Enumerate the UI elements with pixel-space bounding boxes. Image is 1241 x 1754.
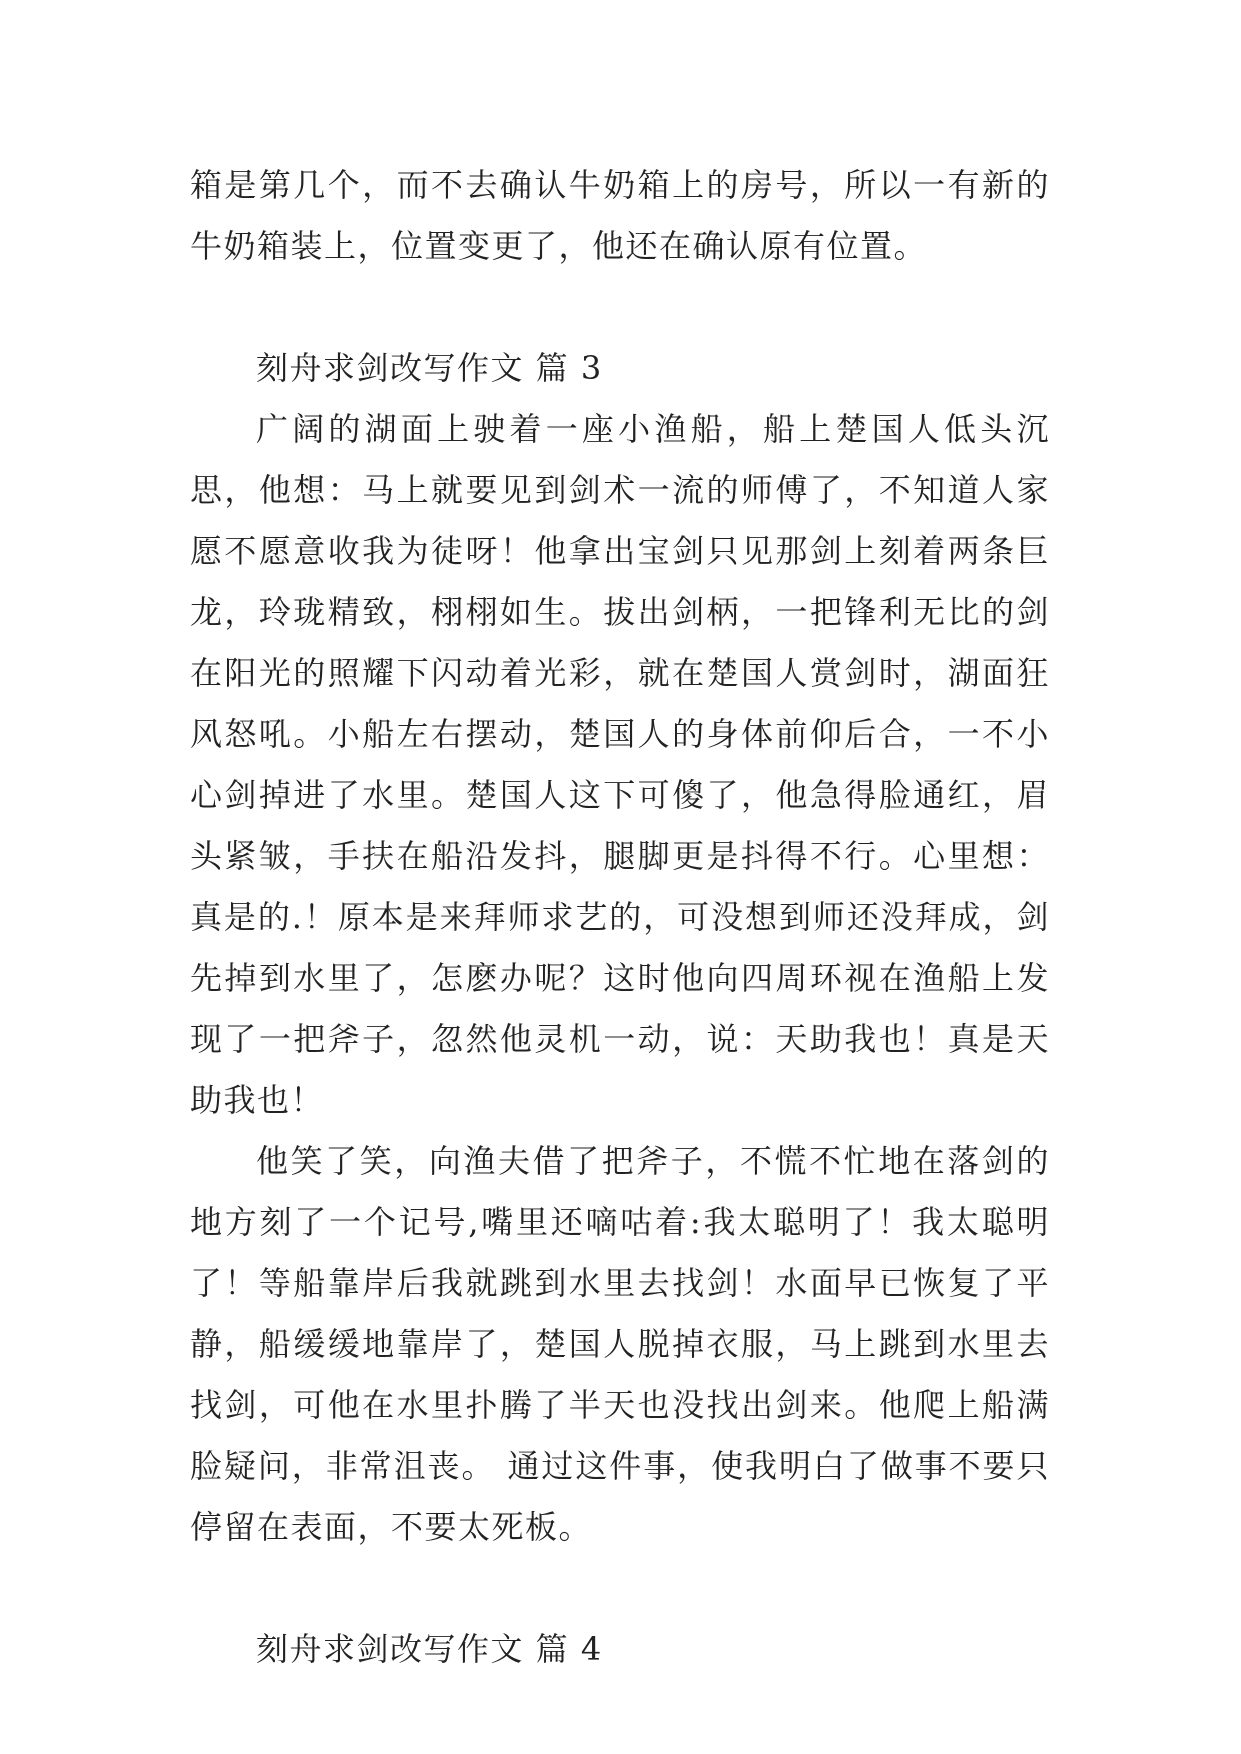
document-body <box>190 155 1050 1680</box>
section-gap <box>190 277 1050 338</box>
section-3-heading: 刻舟求剑改写作文 篇 3 <box>256 349 603 387</box>
continued-paragraph: 箱是第几个，而不去确认牛奶箱上的房号，所以一有新的牛奶箱装上，位置变更了，他还在确认原有位置。 <box>190 166 1050 265</box>
section-3-paragraph-2: 他笑了笑，向渔夫借了把斧子，不慌不忙地在落剑的地方刻了一个记号,嘴里还嘀咕着:我太聪明了！我太聪明了！等船靠岸后我就跳到水里去找剑！水面早已恢复了平静，船缓缓地靠岸了，楚国人脱掉衣服，马上跳到水里去找剑，可他在水里扑腾了半天也没找出剑来。他爬上船满脸疑问，非常沮丧。 通过这件事，使我明白了做事不要只停留在表面，不要太死板。 <box>190 1142 1050 1546</box>
section-gap <box>190 1558 1050 1619</box>
section-4-heading: 刻舟求剑改写作文 篇 4 <box>256 1630 603 1668</box>
section-3-paragraph-1: 广阔的湖面上驶着一座小渔船，船上楚国人低头沉思，他想：马上就要见到剑术一流的师傅了，不知道人家愿不愿意收我为徒呀！他拿出宝剑只见那剑上刻着两条巨龙，玲珑精致，栩栩如生。拔出剑柄，一把锋利无比的剑在阳光的照耀下闪动着光彩，就在楚国人赏剑时，湖面狂风怒吼。小船左右摆动，楚国人的身体前仰后合，一不小心剑掉进了水里。楚国人这下可傻了，他急得脸通红，眉头紧皱，手扶在船沿发抖，腿脚更是抖得不行。心里想：真是的.！原本是来拜师求艺的，可没想到师还没拜成，剑先掉到水里了，怎麽办呢？这时他向四周环视在渔船上发现了一把斧子，忽然他灵机一动，说：天助我也！真是天助我也！ <box>190 410 1050 1119</box>
